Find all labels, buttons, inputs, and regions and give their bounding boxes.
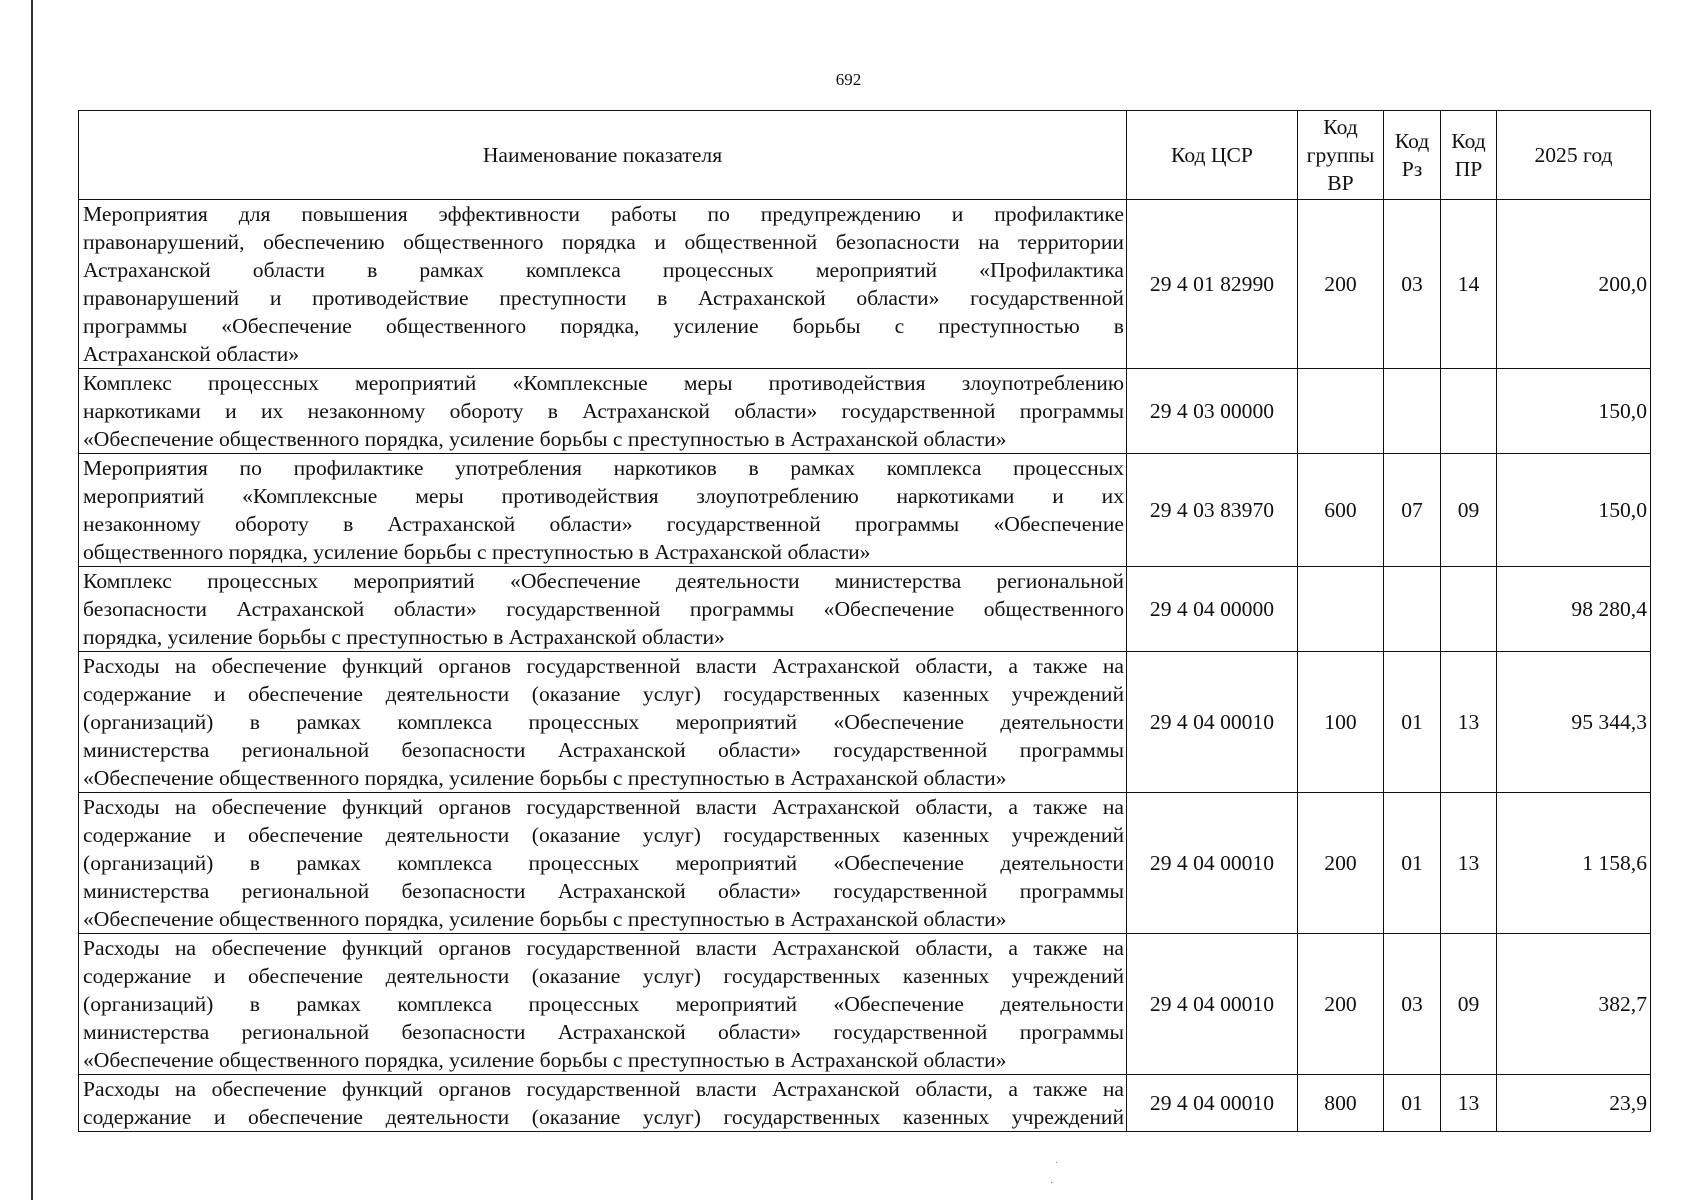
table-row — [79, 1075, 1651, 1132]
row-name-line: Комплекс процессных мероприятий «Обеспечение деятельности министерства региональной — [83, 569, 1124, 593]
budget-table — [78, 110, 1651, 1132]
scan-speck: · — [1050, 1178, 1054, 1189]
row-amount: 382,7 — [1497, 934, 1651, 1075]
row-name — [79, 1075, 1127, 1132]
table-row — [79, 652, 1651, 793]
row-name-line: правонарушений и противодействие преступности в Астраханской области» государственной — [83, 286, 1124, 310]
table-body — [79, 200, 1651, 1132]
row-pr: 09 — [1441, 934, 1497, 1075]
row-name — [79, 200, 1127, 369]
row-name-line: Мероприятия по профилактике употребления наркотиков в рамках комплекса процессных — [83, 456, 1124, 480]
header-year: 2025 год — [1497, 111, 1651, 200]
row-name-line: общественного порядка, усиление борьбы с преступностью в Астраханской области» — [83, 540, 871, 564]
row-name — [79, 567, 1127, 652]
header-vr: Код группы ВР — [1298, 111, 1384, 200]
row-name-line: содержание и обеспечение деятельности (оказание услуг) государственных казенных учреждений — [83, 1105, 1124, 1129]
row-rz: 01 — [1384, 652, 1441, 793]
row-name-line: «Обеспечение общественного порядка, усиление борьбы с преступностью в Астраханской области» — [83, 766, 1007, 790]
row-rz: 01 — [1384, 793, 1441, 934]
row-amount: 150,0 — [1497, 369, 1651, 454]
table-row — [79, 793, 1651, 934]
row-vr: 100 — [1298, 652, 1384, 793]
row-name-line: Астраханской области» — [83, 342, 300, 366]
row-name-line: Астраханской области в рамках комплекса процессных мероприятий «Профилактика — [83, 258, 1124, 282]
row-name-line: порядка, усиление борьбы с преступностью в Астраханской области» — [83, 625, 725, 649]
row-name — [79, 652, 1127, 793]
row-vr: 800 — [1298, 1075, 1384, 1132]
row-name-line: наркотиками и их незаконному обороту в Астраханской области» государственной программы — [83, 399, 1124, 423]
row-amount: 98 280,4 — [1497, 567, 1651, 652]
row-name-line: (организаций) в рамках комплекса процессных мероприятий «Обеспечение деятельности — [83, 992, 1124, 1016]
row-name-line: министерства региональной безопасности Астраханской области» государственной программы — [83, 738, 1124, 762]
row-name-line: содержание и обеспечение деятельности (оказание услуг) государственных казенных учреждений — [83, 964, 1124, 988]
row-amount: 200,0 — [1497, 200, 1651, 369]
row-csr: 29 4 04 00010 — [1127, 793, 1298, 934]
row-csr: 29 4 03 00000 — [1127, 369, 1298, 454]
header-pr: Код ПР — [1441, 111, 1497, 200]
row-csr: 29 4 01 82990 — [1127, 200, 1298, 369]
table-header-row — [79, 111, 1651, 200]
row-csr: 29 4 04 00010 — [1127, 1075, 1298, 1132]
row-pr: 13 — [1441, 1075, 1497, 1132]
row-pr — [1441, 567, 1497, 652]
row-name-line: правонарушений, обеспечению общественного порядка и общественной безопасности на территории — [83, 230, 1124, 254]
row-amount: 23,9 — [1497, 1075, 1651, 1132]
row-csr: 29 4 04 00000 — [1127, 567, 1298, 652]
row-name — [79, 934, 1127, 1075]
row-rz: 01 — [1384, 1075, 1441, 1132]
row-vr — [1298, 567, 1384, 652]
scan-border-line — [31, 0, 33, 1200]
row-pr — [1441, 369, 1497, 454]
row-name-line: министерства региональной безопасности Астраханской области» государственной программы — [83, 879, 1124, 903]
row-name — [79, 454, 1127, 567]
row-vr: 200 — [1298, 934, 1384, 1075]
row-name-line: Расходы на обеспечение функций органов государственной власти Астраханской области, а также на — [83, 1077, 1124, 1101]
row-name-line: «Обеспечение общественного порядка, усиление борьбы с преступностью в Астраханской области» — [83, 427, 1007, 451]
row-name-line: «Обеспечение общественного порядка, усиление борьбы с преступностью в Астраханской области» — [83, 1048, 1007, 1072]
row-csr: 29 4 03 83970 — [1127, 454, 1298, 567]
header-csr: Код ЦСР — [1127, 111, 1298, 200]
row-rz: 03 — [1384, 934, 1441, 1075]
row-rz — [1384, 369, 1441, 454]
row-amount: 150,0 — [1497, 454, 1651, 567]
row-amount: 95 344,3 — [1497, 652, 1651, 793]
table-row — [79, 454, 1651, 567]
row-name-line: «Обеспечение общественного порядка, усиление борьбы с преступностью в Астраханской области» — [83, 907, 1007, 931]
header-name: Наименование показателя — [79, 111, 1127, 200]
row-pr: 09 — [1441, 454, 1497, 567]
row-name-line: содержание и обеспечение деятельности (оказание услуг) государственных казенных учреждений — [83, 823, 1124, 847]
row-rz — [1384, 567, 1441, 652]
row-name-line: Расходы на обеспечение функций органов государственной власти Астраханской области, а также на — [83, 795, 1124, 819]
row-name-line: Комплекс процессных мероприятий «Комплексные меры противодействия злоупотреблению — [83, 371, 1124, 395]
table-row — [79, 200, 1651, 369]
table-row — [79, 369, 1651, 454]
row-name — [79, 793, 1127, 934]
row-name-line: Расходы на обеспечение функций органов государственной власти Астраханской области, а также на — [83, 654, 1124, 678]
row-name-line: содержание и обеспечение деятельности (оказание услуг) государственных казенных учреждений — [83, 682, 1124, 706]
header-rz: Код Рз — [1384, 111, 1441, 200]
table-row — [79, 567, 1651, 652]
page-number: 692 — [835, 70, 862, 89]
row-csr: 29 4 04 00010 — [1127, 652, 1298, 793]
row-vr: 600 — [1298, 454, 1384, 567]
row-name — [79, 369, 1127, 454]
row-pr: 13 — [1441, 793, 1497, 934]
row-name-line: министерства региональной безопасности Астраханской области» государственной программы — [83, 1020, 1124, 1044]
table-row — [79, 934, 1651, 1075]
row-pr: 13 — [1441, 652, 1497, 793]
row-rz: 03 — [1384, 200, 1441, 369]
row-csr: 29 4 04 00010 — [1127, 934, 1298, 1075]
row-vr: 200 — [1298, 200, 1384, 369]
row-name-line: мероприятий «Комплексные меры противодействия злоупотреблению наркотиками и их — [83, 484, 1124, 508]
row-amount: 1 158,6 — [1497, 793, 1651, 934]
row-rz: 07 — [1384, 454, 1441, 567]
row-vr — [1298, 369, 1384, 454]
row-name-line: (организаций) в рамках комплекса процессных мероприятий «Обеспечение деятельности — [83, 710, 1124, 734]
row-name-line: незаконному обороту в Астраханской области» государственной программы «Обеспечение — [83, 512, 1124, 536]
row-pr: 14 — [1441, 200, 1497, 369]
row-vr: 200 — [1298, 793, 1384, 934]
scan-speck: · — [1055, 1158, 1059, 1169]
row-name-line: (организаций) в рамках комплекса процессных мероприятий «Обеспечение деятельности — [83, 851, 1124, 875]
row-name-line: безопасности Астраханской области» государственной программы «Обеспечение общественного — [83, 597, 1124, 621]
row-name-line: программы «Обеспечение общественного порядка, усиление борьбы с преступностью в — [83, 314, 1124, 338]
row-name-line: Мероприятия для повышения эффективности работы по предупреждению и профилактике — [83, 202, 1124, 226]
row-name-line: Расходы на обеспечение функций органов государственной власти Астраханской области, а также на — [83, 936, 1124, 960]
